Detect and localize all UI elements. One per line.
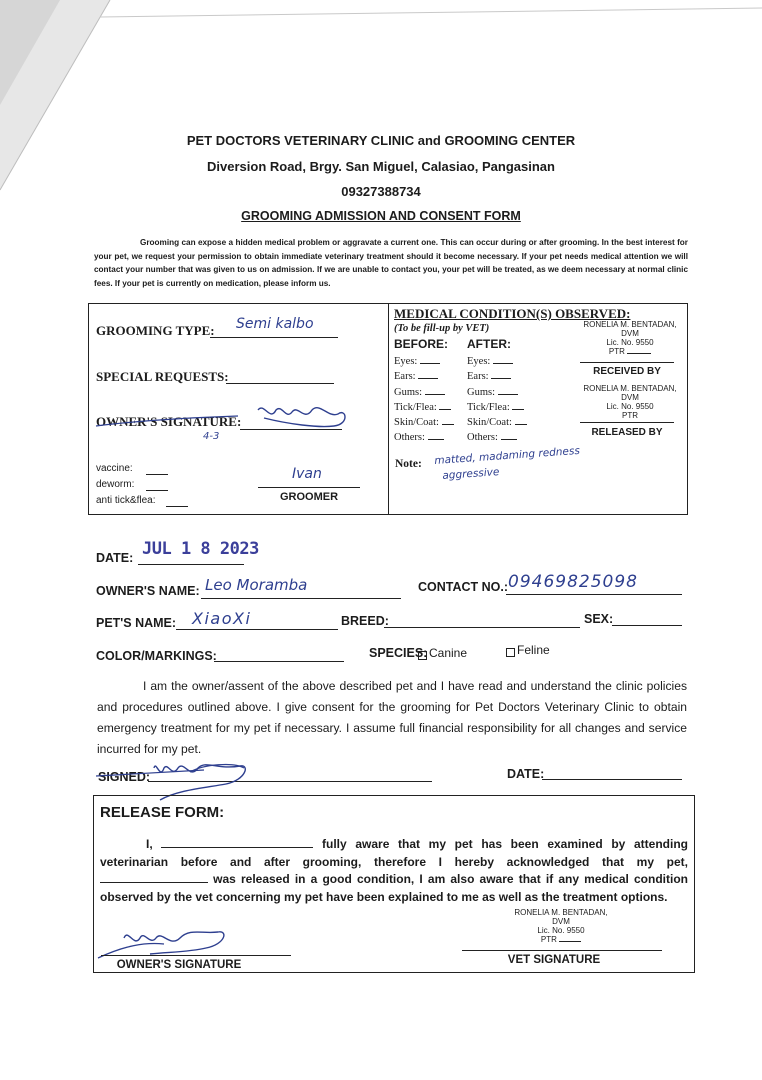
release-owner-signature-label: OWNER'S SIGNATURE — [116, 959, 242, 971]
received-by-line — [580, 361, 674, 363]
owner-signature-label: OWNER'S SIGNATURE: — [96, 414, 242, 429]
vaccine-line — [146, 473, 168, 475]
signed-label: SIGNED: — [98, 770, 151, 784]
after-blank — [493, 362, 513, 364]
release-paragraph: I, fully aware that my pet has been examined by attending veterinarian before and after grooming, therefore I hereby acknowledged that my pet, was released in a good condition, I am also aware that if any medical condition observed by the vet concerning my pet have been explained to me as well as the treatment options. — [100, 837, 688, 904]
consent-paragraph: I am the owner/assent of the above described pet and I have read and understand the clinic policies and procedures outlined above. I give consent for the grooming for Pet Doctors Veterinary Clinic to obtain emergency treatment for my pet if necessary. I assume full financial responsibility for all changes and service incurred for my pet. — [97, 679, 687, 756]
after-blank — [515, 423, 527, 425]
after-item: Skin/Coat: — [467, 415, 527, 430]
clinic-name: PET DOCTORS VETERINARY CLINIC and GROOMING CENTER — [186, 133, 576, 148]
after-item: Tick/Flea: — [467, 400, 527, 415]
owner-name-value: Leo Moramba — [205, 576, 308, 594]
grooming-type-label: GROOMING TYPE: — [96, 323, 215, 338]
before-label: BEFORE: — [394, 337, 448, 351]
vet-stamp-released: RONELIA M. BENTADAN, DVM Lic. No. 9550 PTR — [583, 384, 677, 420]
breed-line — [384, 626, 580, 628]
grooming-type-line — [210, 336, 338, 338]
pet-name-line — [176, 628, 338, 630]
date-line — [138, 563, 244, 565]
medical-subtitle: (To be fill-up by VET) — [394, 323, 490, 334]
note-label: Note: — [395, 458, 422, 470]
before-item: Others: — [394, 430, 454, 445]
grooming-type-value: Semi kalbo — [236, 316, 314, 332]
owner-signature-scribble — [88, 396, 358, 436]
note-line-1: matted, madaming redness — [434, 444, 581, 467]
canine-label: Canine — [429, 646, 468, 660]
release-vet-stamp: RONELIA M. BENTADAN, DVM Lic. No. 9550 PTR — [514, 908, 608, 944]
special-requests-line — [226, 382, 334, 384]
after-label: AFTER: — [467, 337, 511, 351]
release-title: RELEASE FORM: — [100, 804, 225, 821]
after-blank — [498, 393, 518, 395]
after-item: Gums: — [467, 385, 527, 400]
pet-name-value: XiaoXi — [192, 609, 252, 628]
deworm-line — [146, 489, 168, 491]
canine-checkbox[interactable] — [418, 651, 427, 660]
consent-date-line — [542, 778, 682, 780]
before-blank — [420, 362, 440, 364]
release-owner-signature-line — [101, 954, 291, 956]
antitick-line — [166, 505, 188, 507]
intro-paragraph: Grooming can expose a hidden medical problem or aggravate a current one. This can occur during or after grooming. In the best interest for your pet, we request your permission to obtain immediate veterinary treatment should it become necessary. If your pet needs medical attention we will contact your number that was given to us on admission. If we are unable to contact you, your pet will be treated, as we deem necessary at normal clinic fees. If your pet is currently on medication, please inform us. — [94, 238, 688, 288]
vet-stamp-received: RONELIA M. BENTADAN, DVM Lic. No. 9550 PTR — [583, 320, 677, 356]
groomer-name: Ivan — [292, 466, 322, 482]
before-items-list — [394, 354, 454, 446]
before-item: Gums: — [394, 385, 454, 400]
before-blank — [418, 377, 438, 379]
owner-name-label: OWNER'S NAME: — [96, 584, 200, 598]
date-stamp: JUL 1 8 2023 — [142, 539, 259, 559]
after-item: Eyes: — [467, 354, 527, 369]
release-owner-name-line — [161, 846, 313, 848]
contact-value: 09469825098 — [508, 572, 638, 592]
vaccine-label: vaccine: — [96, 463, 133, 474]
before-item: Eyes: — [394, 354, 454, 369]
before-blank — [428, 438, 444, 440]
release-pet-name-line — [100, 881, 208, 883]
feline-label: Feline — [517, 643, 550, 657]
contact-line — [506, 593, 682, 595]
clinic-address: Diversion Road, Brgy. San Miguel, Calasiao, Pangasinan — [207, 159, 555, 174]
color-markings-label: COLOR/MARKINGS: — [96, 649, 217, 663]
consent-date-label: DATE: — [507, 767, 545, 781]
before-blank — [439, 408, 451, 410]
contact-label: CONTACT NO.: — [418, 580, 509, 594]
after-blank — [501, 438, 517, 440]
species-label: SPECIES: — [369, 646, 428, 660]
after-blank — [512, 408, 524, 410]
before-item: Skin/Coat: — [394, 415, 454, 430]
received-by-label: RECEIVED BY — [593, 366, 661, 377]
before-blank — [442, 423, 454, 425]
deworm-label: deworm: — [96, 479, 135, 490]
after-blank — [491, 377, 511, 379]
signature-note: 4-3 — [203, 431, 220, 442]
before-blank — [425, 393, 445, 395]
note-line-2: aggressive — [442, 466, 500, 482]
release-owner-signature-scribble — [94, 924, 244, 964]
before-item: Ears: — [394, 369, 454, 384]
released-by-line — [580, 421, 674, 423]
feline-checkbox[interactable] — [506, 648, 515, 657]
after-item: Ears: — [467, 369, 527, 384]
sex-label: SEX: — [584, 612, 614, 626]
breed-label: BREED: — [341, 614, 389, 628]
clinic-phone: 09327388734 — [341, 184, 421, 199]
vet-signature-line — [462, 949, 662, 951]
released-by-label: RELEASED BY — [591, 427, 663, 438]
groomer-line — [258, 486, 360, 488]
antitick-label: anti tick&flea: — [96, 495, 156, 506]
owner-name-line — [201, 597, 401, 599]
before-item: Tick/Flea: — [394, 400, 454, 415]
date-label: DATE: — [96, 551, 134, 565]
after-items-list — [467, 354, 527, 446]
after-item: Others: — [467, 430, 527, 445]
color-markings-line — [214, 660, 344, 662]
sex-line — [612, 624, 682, 626]
vet-signature-label: VET SIGNATURE — [507, 954, 601, 966]
special-requests-label: SPECIAL REQUESTS: — [96, 369, 229, 384]
pet-name-label: PET'S NAME: — [96, 616, 177, 630]
medical-title: MEDICAL CONDITION(S) OBSERVED: — [394, 306, 631, 321]
groomer-label: GROOMER — [279, 491, 339, 503]
form-title: GROOMING ADMISSION AND CONSENT FORM — [241, 209, 521, 223]
